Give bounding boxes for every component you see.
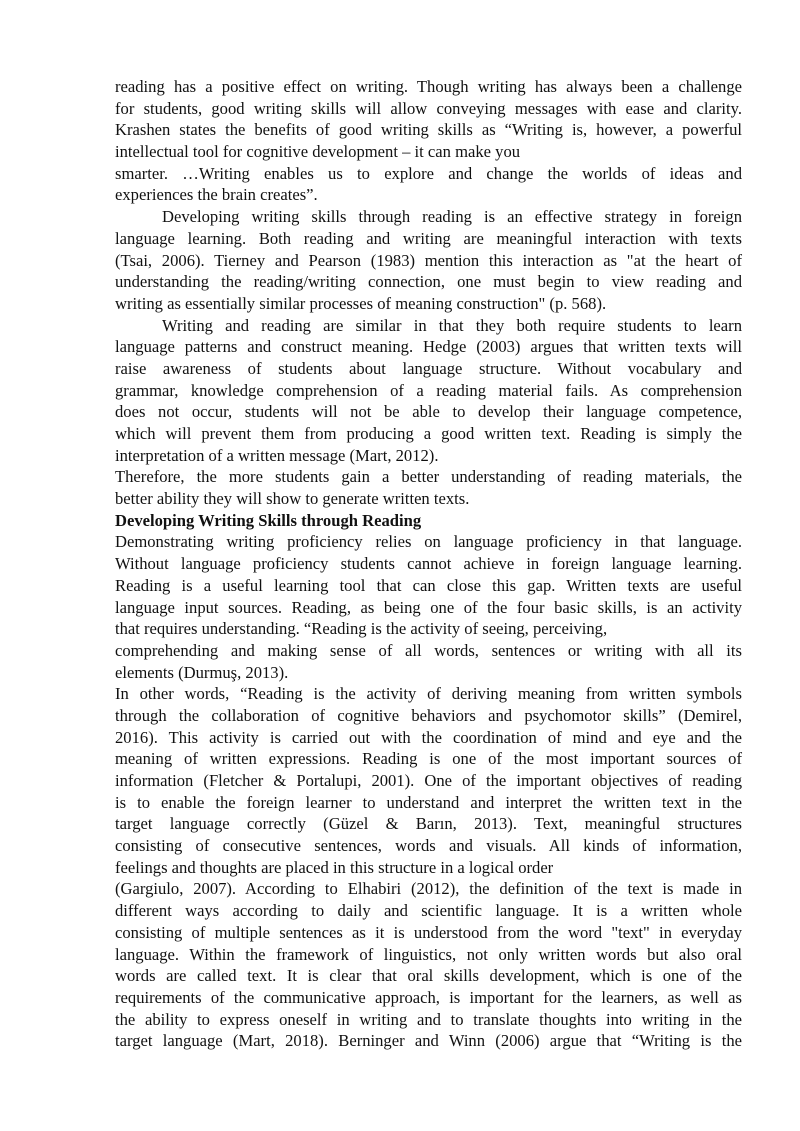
- text-line: understanding the reading/writing connection, one must begin to view reading and: [115, 272, 742, 292]
- text-line: interpretation of a written message (Mart, 2012).: [115, 445, 439, 465]
- paragraph: [115, 531, 742, 683]
- text-line: consisting of multiple sentences as it is understood from the word "text" in everyday: [115, 922, 742, 942]
- text-line: for students, good writing skills will allow conveying messages with ease and clarity.: [115, 98, 742, 118]
- text-line: meaning of written expressions. Reading is one of the most important sources of: [115, 749, 742, 769]
- text-line: (Tsai, 2006). Tierney and Pearson (1983) mention this interaction as "at the heart of: [115, 250, 742, 270]
- text-line: language learning. Both reading and writing are meaningful interaction with texts: [115, 228, 742, 248]
- text-line: Therefore, the more students gain a better understanding of reading materials, the: [115, 467, 742, 487]
- text-line: Demonstrating writing proficiency relies on language proficiency in that language.: [115, 532, 742, 552]
- text-line: writing as essentially similar processes of meaning construction" (p. 568).: [115, 293, 607, 313]
- text-line: consisting of consecutive sentences, words and visuals. All kinds of information,: [115, 836, 742, 856]
- text-line: through the collaboration of cognitive behaviors and psychomotor skills” (Demirel,: [115, 705, 742, 725]
- text-line: Developing writing skills through reading is an effective strategy in foreign: [162, 207, 742, 227]
- text-line: which will prevent them from producing a good written text. Reading is simply the: [115, 424, 742, 443]
- text-line: Reading is a useful learning tool that can close this gap. Written texts are useful: [115, 575, 742, 595]
- text-line: the ability to express oneself in writing and to translate thoughts into writing in the: [115, 1009, 742, 1029]
- text-line: information (Fletcher & Portalupi, 2001). One of the important objectives of reading: [115, 771, 742, 790]
- text-line: Writing and reading are similar in that they both require students to learn: [162, 315, 742, 335]
- text-line: target language (Mart, 2018). Berninger and Winn (2006) argue that “Writing is the: [115, 1031, 742, 1051]
- text-line: language input sources. Reading, as being one of the four basic skills, is an activity: [115, 597, 742, 617]
- text-line: different ways according to daily and scientific language. It is a written whole: [115, 901, 742, 921]
- section-heading: [115, 510, 742, 532]
- text-line: experiences the brain creates”.: [115, 185, 318, 205]
- text-line: Krashen states the benefits of good writing skills as “Writing is, however, a powerful: [115, 120, 742, 140]
- paragraph: [115, 466, 742, 509]
- text-line: 2016). This activity is carried out with the coordination of mind and eye and the: [115, 727, 742, 747]
- paragraph: [115, 315, 742, 467]
- text-line: feelings and thoughts are placed in this structure in a logical order: [115, 857, 554, 877]
- text-line: does not occur, students will not be able to develop their language competence,: [115, 402, 742, 422]
- paragraph: [115, 683, 742, 878]
- text-line: (Gargiulo, 2007). According to Elhabiri (2012), the definition of the text is made in: [115, 879, 742, 899]
- text-line: requirements of the communicative approach, is important for the learners, as well as: [115, 987, 742, 1007]
- document-page: [115, 76, 742, 1052]
- text-line: grammar, knowledge comprehension of a reading material fails. As comprehension: [115, 380, 742, 400]
- text-line: words are called text. It is clear that oral skills development, which is one of the: [115, 966, 742, 986]
- text-line: elements (Durmuş, 2013).: [115, 662, 289, 682]
- text-line: better ability they will show to generate written texts.: [115, 489, 470, 509]
- text-line: In other words, “Reading is the activity of deriving meaning from written symbols: [115, 684, 742, 704]
- text-line: Without language proficiency students cannot achieve in foreign language learning.: [115, 554, 742, 574]
- paragraph: [115, 878, 742, 1052]
- text-line: target language correctly (Güzel & Barın, 2013). Text, meaningful structures: [115, 814, 742, 834]
- text-line: language patterns and construct meaning. Hedge (2003) argues that written texts will: [115, 337, 742, 357]
- text-line: comprehending and making sense of all words, sentences or writing with all its: [115, 640, 742, 660]
- text-line: is to enable the foreign learner to understand and interpret the written text in the: [115, 792, 742, 812]
- text-line: language. Within the framework of linguistics, not only written words but also oral: [115, 944, 742, 964]
- text-line: raise awareness of students about language structure. Without vocabulary and: [115, 358, 742, 378]
- paragraph: [115, 206, 742, 314]
- text-line: intellectual tool for cognitive development – it can make you: [115, 142, 521, 162]
- paragraph: [115, 76, 742, 206]
- heading-text: Developing Writing Skills through Reading: [115, 510, 422, 530]
- text-line: smarter. …Writing enables us to explore and change the worlds of ideas and: [115, 163, 742, 183]
- text-line: that requires understanding. “Reading is the activity of seeing, perceiving,: [115, 619, 608, 639]
- text-line: reading has a positive effect on writing. Though writing has always been a challenge: [115, 77, 742, 96]
